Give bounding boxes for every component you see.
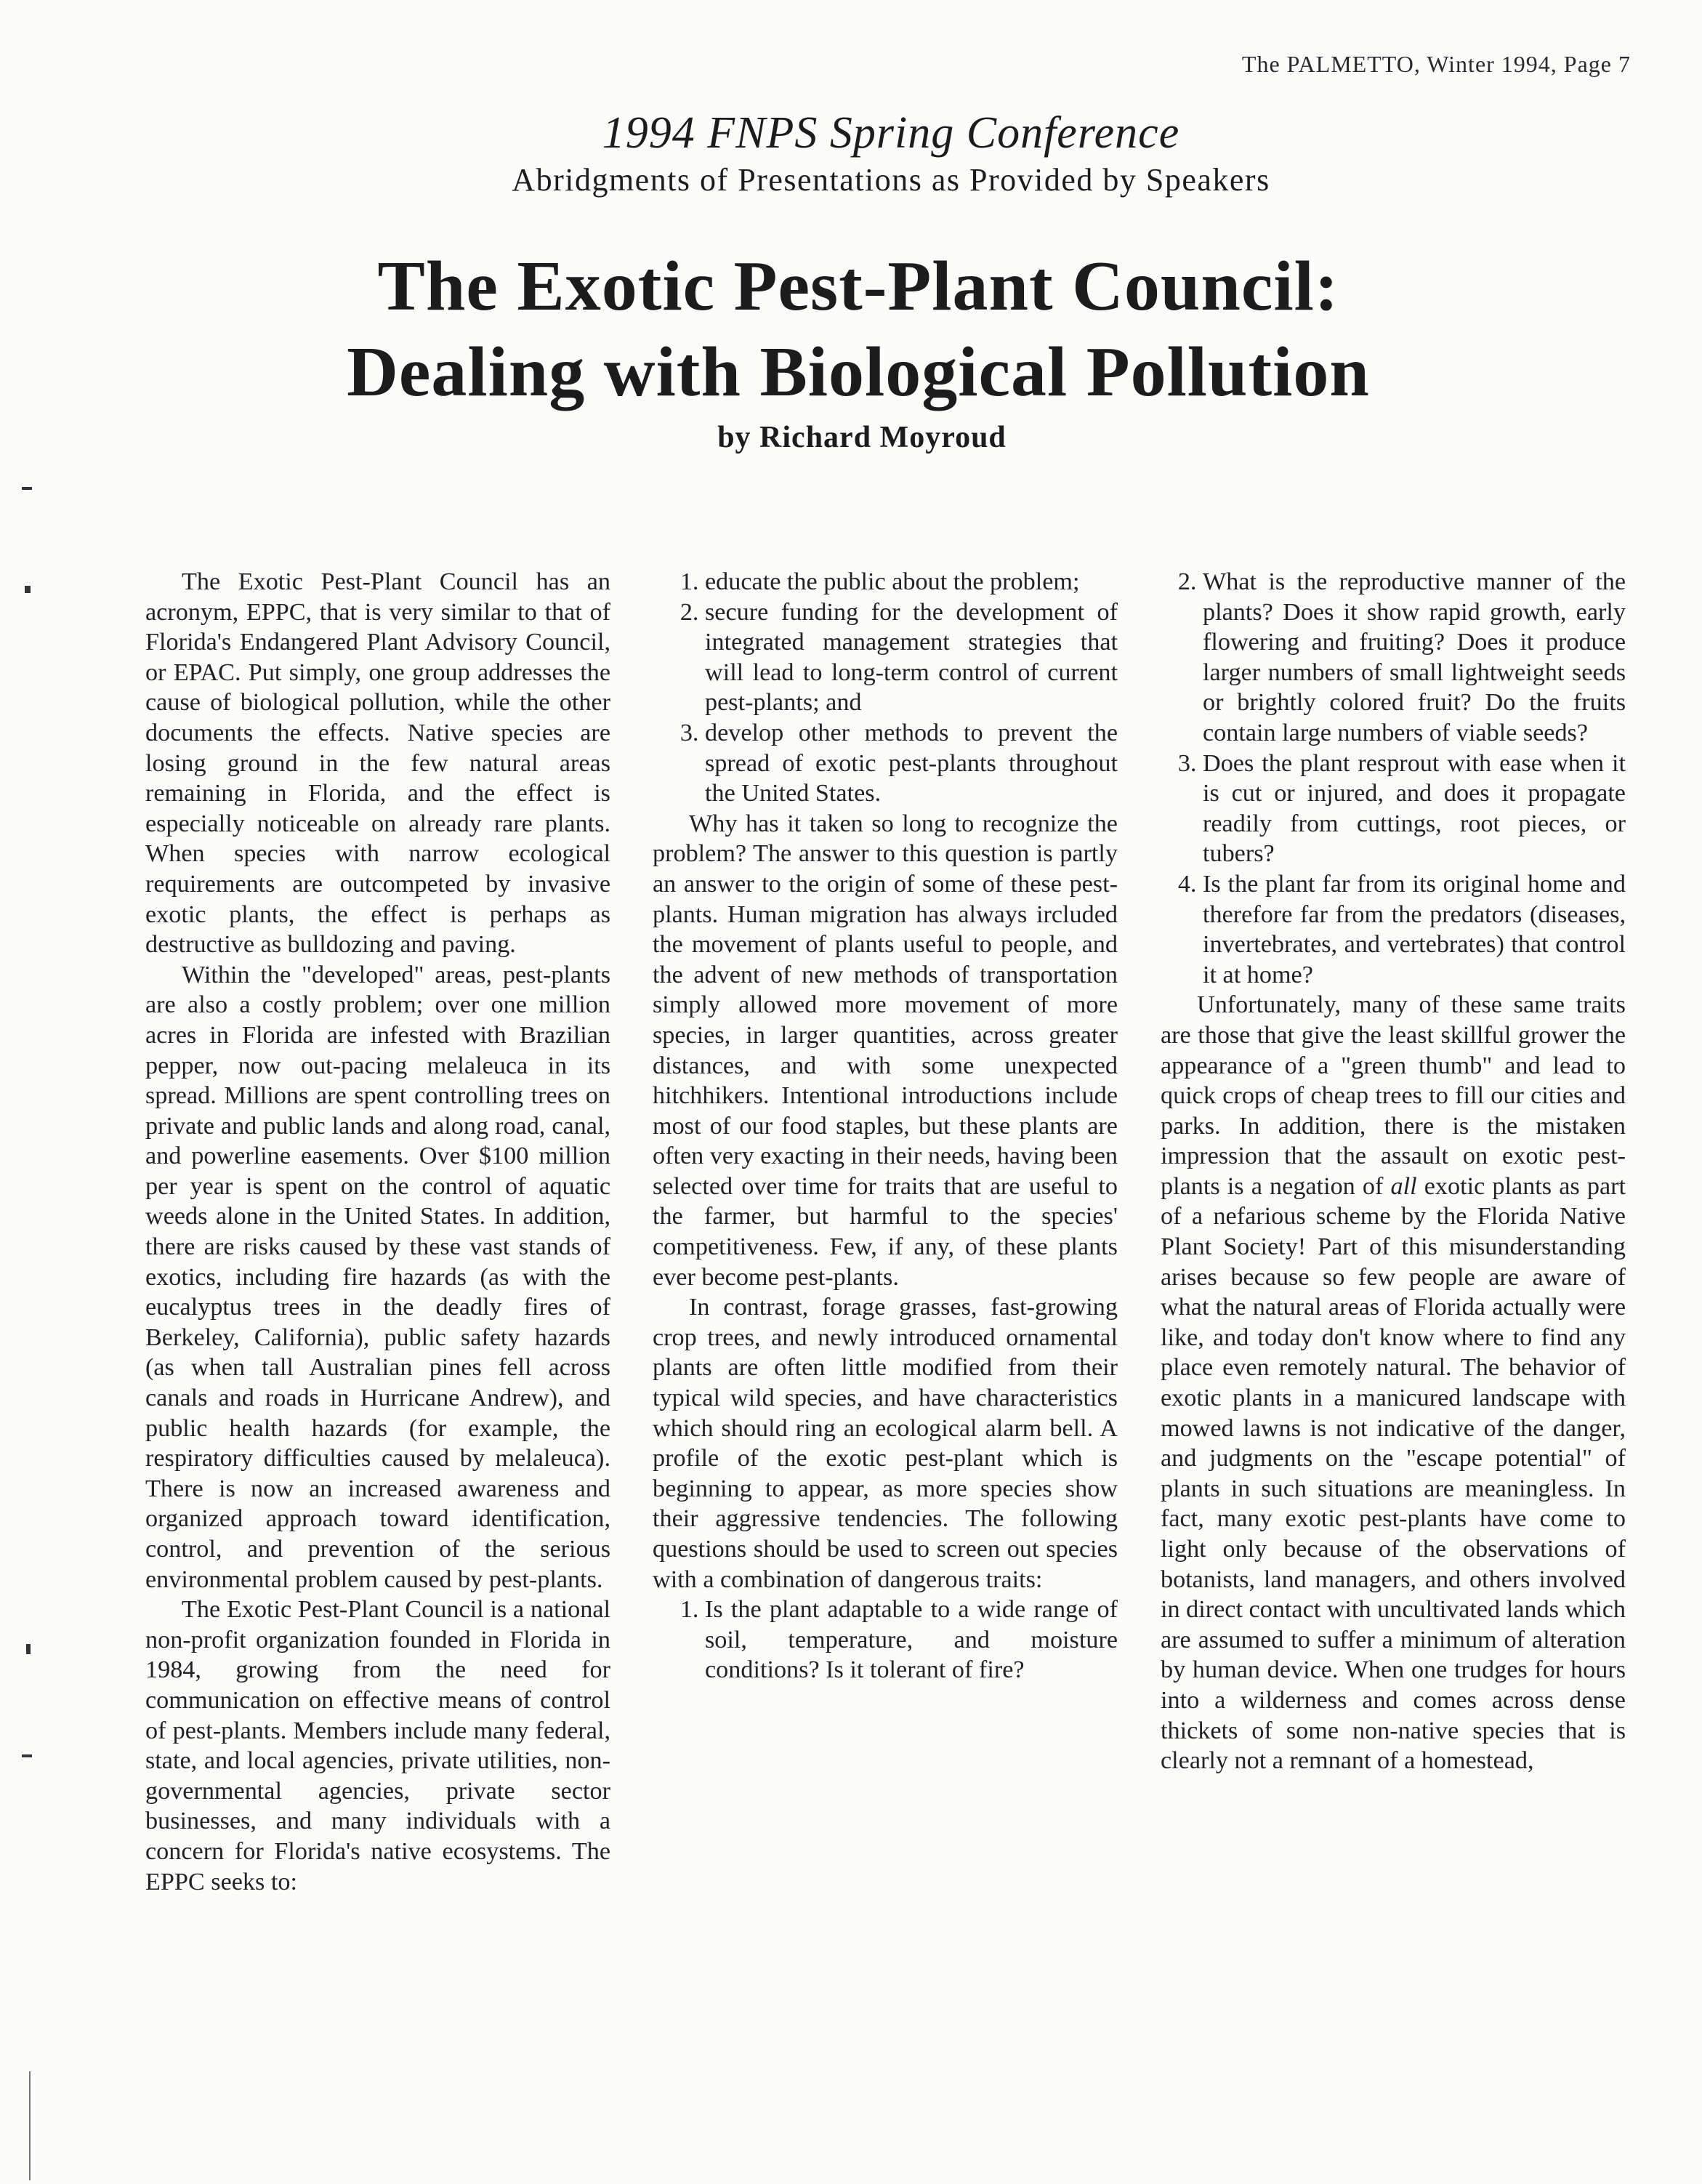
paragraph: The Exotic Pest-Plant Council is a national non-profit organization founded in Florida in 1984, growing from the need for communication on effective means of control of pest-plants. Members include many federal, state, and local agencies, private utilities, non-governmental agencies, private sector businesses, and many individuals with a concern for Florida's native ecosystems. The EPPC seeks to: (145, 1596, 610, 1895)
column-2 (653, 567, 1118, 1685)
column-1 (145, 567, 610, 1897)
list-item: 3. Does the plant resprout with ease when it is cut or injured, and does it propagate readily from cuttings, root pieces, or tubers? (1203, 749, 1626, 869)
list-item: 3. develop other methods to prevent the spread of exotic pest-plants throughout the United States. (705, 718, 1118, 809)
scan-mark (25, 586, 31, 593)
running-head: The PALMETTO, Winter 1994, Page 7 (1241, 51, 1631, 77)
paragraph (1161, 990, 1626, 1776)
list-item: 1. Is the plant adaptable to a wide range of soil, temperature, and moisture conditions? Is it tolerant of fire? (705, 1595, 1118, 1685)
paragraph-text: Unfortunately, many of these same traits are those that give the least skillful grower the appearance of a "green thumb" and lead to quick crops of cheap trees to fill our cities and parks. In addition, there is the mistaken impression that the assault on exotic pest-plants is a negation of (1161, 991, 1626, 1200)
paragraph: In contrast, forage grasses, fast-growing crop trees, and newly introduced ornamental plants are often little modified from their typical wild species, and have characteristics which should ring an ecological alarm bell. A profile of the exotic pest-plant which is beginning to appear, as more species show their aggressive tendencies. The following questions should be used to screen out species with a combination of dangerous traits: (653, 1294, 1118, 1593)
questions-list (653, 1595, 1118, 1685)
article-title-line-1: The Exotic Pest-Plant Council: (377, 247, 1339, 326)
scan-mark (22, 487, 32, 490)
list-item: 1. educate the public about the problem; (705, 567, 1118, 597)
conference-title: 1994 FNPS Spring Conference (602, 108, 1180, 158)
emphasis-word: all (1390, 1172, 1417, 1200)
article-title-line-2: Dealing with Biological Pollution (347, 333, 1370, 411)
paragraph: Within the "developed" areas, pest-plants are also a costly problem; over one million acres in Florida are infested with Brazilian pepper, now out-pacing melaleuca in its spread. Millions are spent controlling trees on private and public lands and along road, canal, and powerline easements. Over $100 million per year is spent on the control of aquatic weeds alone in the United States. In addition, there are risks caused by these vast stands of exotics, including fire hazards (as with the eucalyptus trees in the deadly fires of Berkeley, California), public safety hazards (as when tall Australian pines fell across canals and roads in Hurricane Andrew), and public health hazards (for example, the respiratory difficulties caused by melaleuca). There is now an increased awareness and organized approach toward identification, control, and prevention of the serious environmental problem caused by pest-plants. (145, 961, 610, 1593)
paragraph-text: exotic plants as part of a nefarious scheme by the Florida Native Plant Society! Part of this misunderstanding arises because so few people are aware of what the natural areas of Florida actually were like, and today don't know where to find any place even remotely natural. The behavior of exotic plants in a manicured landscape with mowed lawns is not indicative of the danger, and judgments on the "escape potential" of plants in such situations are meaningless. In fact, many exotic pest-plants have come to light only because of the observations of botanists, land managers, and others involved in direct contact with uncultivated lands which are assumed to suffer a minimum of alteration by human device. When one trudges for hours into a wilderness and comes across dense thickets of some non-native species that is clearly not a remnant of a homestead, (1161, 1172, 1626, 1775)
paragraph: The Exotic Pest-Plant Council has an acronym, EPPC, that is very similar to that of Florida's Endangered Plant Advisory Council, or EPAC. Put simply, one group addresses the cause of biological pollution, while the other documents the effects. Native species are losing ground in the few natural areas remaining in Florida, and the effect is especially noticeable on already rare plants. When species with narrow ecological requirements are outcompeted by invasive exotic plants, the effect is perhaps as destructive as bulldozing and paving. (145, 568, 610, 959)
column-3 (1161, 567, 1626, 1776)
article-title (0, 243, 1702, 415)
questions-list-continued (1161, 567, 1626, 990)
byline: by Richard Moyroud (717, 421, 1007, 454)
conference-subtitle: Abridgments of Presentations as Provided by Speakers (512, 162, 1270, 198)
goals-list (653, 567, 1118, 809)
paragraph: Why has it taken so long to recognize the problem? The answer to this question is partly an answer to the origin of some of these pest-plants. Human migration has always ircluded the movement of plants useful to people, and the advent of new methods of transportation simply allowed more movement of more species, in larger quantities, across greater distances, and with some unexpected hitchhikers. Intentional introductions include most of our food staples, but these plants are often very exacting in their needs, having been selected over time for traits that are useful to the farmer, but harmful to the species' competitiveness. Few, if any, of these plants ever become pest-plants. (653, 810, 1118, 1291)
list-item: 2. What is the reproductive manner of the plants? Does it show rapid growth, early flowering and fruiting? Does it produce larger numbers of small lightweight seeds or brightly colored fruit? Do the fruits contain large numbers of viable seeds? (1203, 567, 1626, 749)
scan-mark (29, 2071, 31, 2180)
scan-mark (26, 1644, 31, 1654)
scan-mark (22, 1754, 32, 1757)
list-item: 2. secure funding for the development of integrated management strategies that will lead to long-term control of current pest-plants; and (705, 597, 1118, 718)
list-item: 4. Is the plant far from its original home and therefore far from the predators (diseases, invertebrates, and vertebrates) that control it at home? (1203, 869, 1626, 990)
